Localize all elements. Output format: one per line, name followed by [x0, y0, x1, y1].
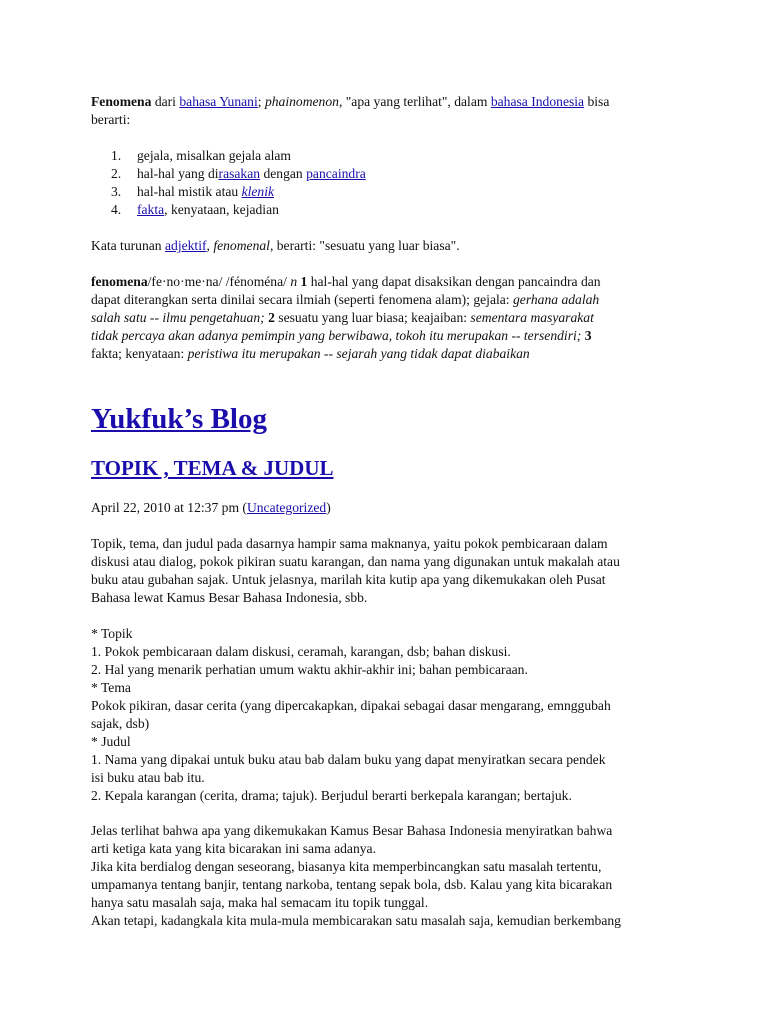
definition-example: gerhana adalah: [512, 292, 600, 307]
body-paragraph-3: [91, 822, 691, 930]
list-text: , kenyataan, kejadian: [164, 202, 279, 217]
intro-text: dari: [151, 94, 180, 109]
list-item: [91, 183, 691, 201]
list-number: 3.: [111, 184, 122, 199]
link-rasakan[interactable]: rasakan: [218, 166, 261, 181]
link-bahasa-yunani[interactable]: bahasa Yunani: [179, 94, 258, 109]
sense-number: 1: [300, 274, 308, 289]
definition-text: sesuatu yang luar biasa; keajaiban:: [274, 310, 471, 325]
post-title: [91, 455, 691, 481]
body-line: hanya satu masalah saja, maka hal semacam itu topik tunggal.: [91, 895, 429, 910]
list-text: hal-hal yang di: [137, 166, 219, 181]
list-text: gejala, misalkan gejala alam: [137, 148, 291, 163]
body-line: 1. Nama yang dipakai untuk buku atau bab dalam buku yang dapat menyiratkan secara pendek: [91, 752, 606, 767]
intro-text: bisa: [584, 94, 610, 109]
body-line: * Tema: [91, 680, 131, 695]
italic-fenomenal: fenomenal: [213, 238, 270, 253]
link-klenik[interactable]: klenik: [241, 184, 275, 199]
link-pancaindra[interactable]: pancaindra: [306, 166, 366, 181]
blog-title: [91, 402, 691, 436]
derived-text: Kata turunan: [91, 238, 165, 253]
part-of-speech: n: [290, 274, 298, 289]
definition-text: fakta; kenyataan:: [91, 346, 188, 361]
italic-phainomenon: phainomenon: [264, 94, 339, 109]
body-line: arti ketiga kata yang kita bicarakan ini sama adanya.: [91, 841, 376, 856]
list-number: 2.: [111, 166, 122, 181]
meaning-list: [91, 147, 691, 219]
body-line: Jika kita berdialog dengan seseorang, biasanya kita memperbincangkan satu masalah tertentu,: [91, 859, 602, 874]
body-line: 1. Pokok pembicaraan dalam diskusi, ceramah, karangan, dsb; bahan diskusi.: [91, 644, 511, 659]
body-line: Pokok pikiran, dasar cerita (yang dipercakapkan, dipakai sebagai dasar mengarang, emnggubah: [91, 698, 611, 713]
body-line: Akan tetapi, kadangkala kita mula-mula membicarakan satu masalah saja, kemudian berkembang: [91, 913, 621, 928]
body-line: Topik, tema, dan judul pada dasarnya hampir sama maknanya, yaitu pokok pembicaraan dalam: [91, 536, 608, 551]
derived-paragraph: [91, 237, 691, 255]
sense-number: 3: [584, 328, 592, 343]
body-line: sajak, dsb): [91, 716, 150, 731]
derived-text: , berarti: "sesuatu yang luar biasa".: [269, 238, 460, 253]
definition-example: tidak percaya akan adanya pemimpin yang berwibawa, tokoh itu merupakan -- tersendiri;: [91, 328, 582, 343]
definition-example: salah satu -- ilmu pengetahuan;: [91, 310, 265, 325]
derived-text: ,: [206, 238, 214, 253]
body-line: Bahasa lewat Kamus Besar Bahasa Indonesia, sbb.: [91, 590, 368, 605]
intro-paragraph: [91, 93, 691, 129]
body-line: umpamanya tentang banjir, tentang narkoba, tentang sepak bola, dsb. Kalau yang kita bicarakan: [91, 877, 613, 892]
body-line: * Topik: [91, 626, 133, 641]
post-meta: [91, 499, 691, 517]
link-bahasa-indonesia[interactable]: bahasa Indonesia: [490, 94, 585, 109]
list-item: [91, 165, 691, 183]
blog-title-link[interactable]: Yukfuk’s Blog: [91, 403, 267, 435]
term-fenomena: Fenomena: [91, 94, 152, 109]
list-number: 4.: [111, 202, 122, 217]
body-paragraph-1: [91, 535, 691, 607]
definition-paragraph: [91, 273, 691, 363]
definition-text: dapat diterangkan serta dinilai secara ilmiah (seperti fenomena alam); gejala:: [91, 292, 513, 307]
body-line: 2. Hal yang menarik perhatian umum waktu akhir-akhir ini; bahan pembicaraan.: [91, 662, 528, 677]
list-item: [91, 201, 691, 219]
intro-line-2: berarti:: [91, 112, 131, 127]
intro-text: ;: [257, 94, 265, 109]
post-title-link[interactable]: TOPIK , TEMA & JUDUL: [91, 456, 334, 480]
pronunciation: /fe·no·me·na/ /fénoména/: [147, 274, 291, 289]
body-line: diskusi atau dialog, pokok pikiran suatu karangan, dan nama yang digunakan untuk makalah atau: [91, 554, 620, 569]
definition-example: sementara masyarakat: [470, 310, 594, 325]
link-fakta[interactable]: fakta: [137, 202, 165, 217]
sense-number: 2: [268, 310, 275, 325]
link-adjektif[interactable]: adjektif: [164, 238, 207, 253]
headword: fenomena: [91, 274, 148, 289]
definition-example: peristiwa itu merupakan -- sejarah yang tidak dapat diabaikan: [187, 346, 530, 361]
body-line: * Judul: [91, 734, 131, 749]
body-paragraph-2: [91, 625, 691, 805]
definition-text: hal-hal yang dapat disaksikan dengan pancaindra dan: [307, 274, 601, 289]
body-line: Jelas terlihat bahwa apa yang dikemukakan Kamus Besar Bahasa Indonesia menyiratkan bahwa: [91, 823, 613, 838]
body-line: buku atau gubahan sajak. Untuk jelasnya, marilah kita kutip apa yang dikemukakan oleh Pusat: [91, 572, 606, 587]
post-date: April 22, 2010 at 12:37 pm (: [91, 500, 247, 515]
body-line: isi buku atau bab itu.: [91, 770, 205, 785]
post-date-close: ): [326, 500, 331, 515]
list-item: [91, 147, 691, 165]
list-number: 1.: [111, 148, 122, 163]
intro-text: , "apa yang terlihat", dalam: [338, 94, 491, 109]
list-text: hal-hal mistik atau: [137, 184, 242, 199]
body-line: 2. Kepala karangan (cerita, drama; tajuk). Berjudul berarti berkepala karangan; bertajuk.: [91, 788, 572, 803]
category-link[interactable]: Uncategorized: [246, 500, 327, 515]
list-text: dengan: [260, 166, 307, 181]
